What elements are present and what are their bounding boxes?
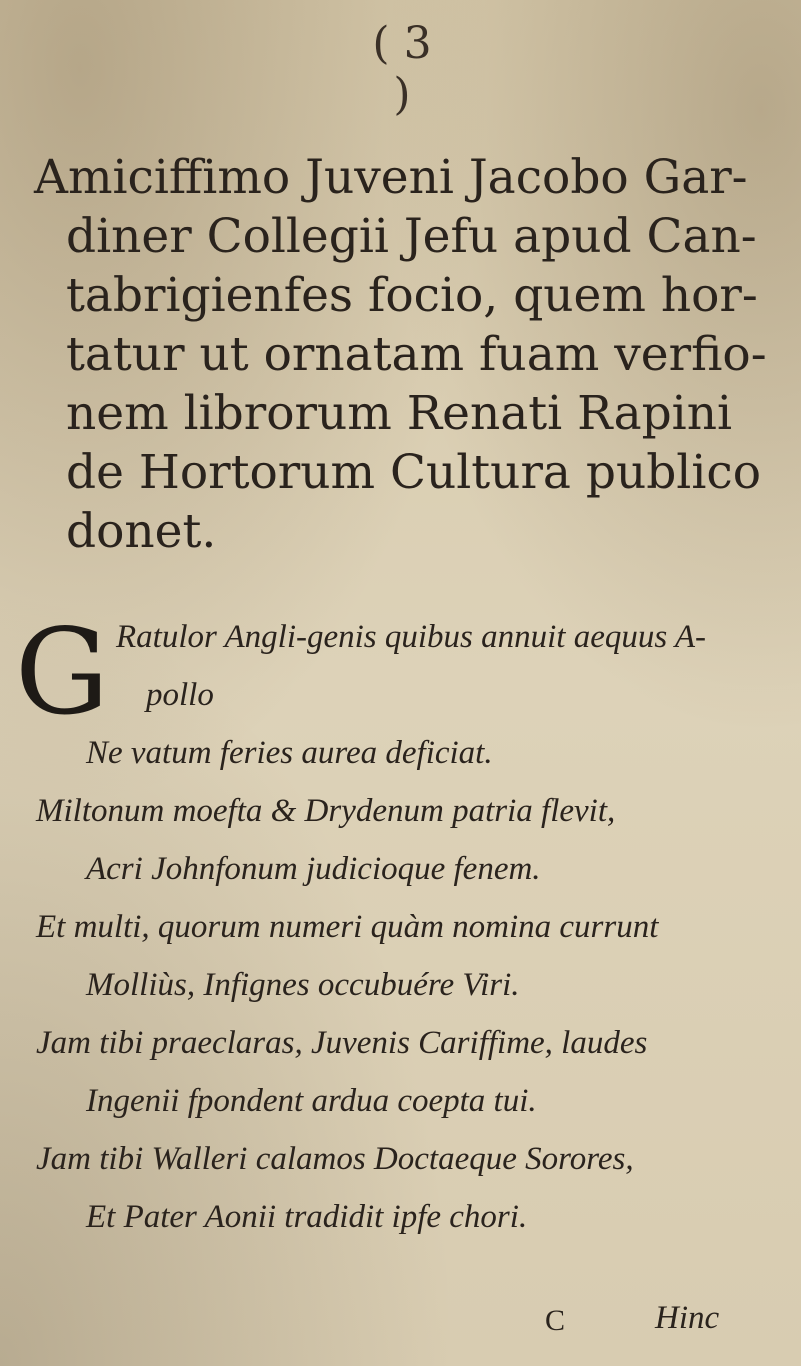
verse-line: Miltonum moefta & Drydenum patria flevit,: [36, 793, 616, 829]
verse-line: Acri Johnfonum judicioque fenem.: [86, 851, 541, 887]
verse-line: Et multi, quorum numeri quàm nomina currunt: [36, 909, 659, 945]
drop-cap-letter: G: [14, 603, 110, 741]
dedication: [34, 148, 774, 561]
verse-line: Ne vatum feries aurea deficiat.: [86, 735, 493, 771]
dedication-line: donet.: [66, 504, 217, 559]
verse-line: pollo: [146, 677, 214, 713]
dedication-line: tatur ut ornatam fuam verfio-: [66, 327, 767, 382]
catchword: Hinc: [655, 1300, 720, 1336]
dedication-line: Amiciffimo Juveni Jacobo Gar-: [34, 150, 748, 205]
dedication-line: tabrigienfes focio, quem hor-: [66, 268, 758, 323]
dedication-line: nem librorum Renati Rapini: [66, 386, 733, 441]
poem: [36, 608, 776, 1246]
page-footer: [0, 1300, 801, 1350]
verse-line: Ratulor Angli-genis quibus annuit aequus A-: [116, 619, 707, 655]
verse-line: Ingenii fpondent ardua coepta tui.: [86, 1083, 537, 1119]
dedication-line: de Hortorum Cultura publico: [66, 445, 761, 500]
signature-mark: C: [545, 1304, 566, 1337]
dedication-line: diner Collegii Jefu apud Can-: [66, 209, 757, 264]
verse-line: Et Pater Aonii tradidit ipfe chori.: [86, 1199, 528, 1235]
page-number: ( 3 ): [372, 18, 432, 120]
verse-line: Jam tibi praeclaras, Juvenis Cariffime, laudes: [36, 1025, 648, 1061]
verse-line: Jam tibi Walleri calamos Doctaeque Sorores,: [36, 1141, 634, 1177]
verse-line: Molliùs, Infignes occubuére Viri.: [86, 967, 520, 1003]
